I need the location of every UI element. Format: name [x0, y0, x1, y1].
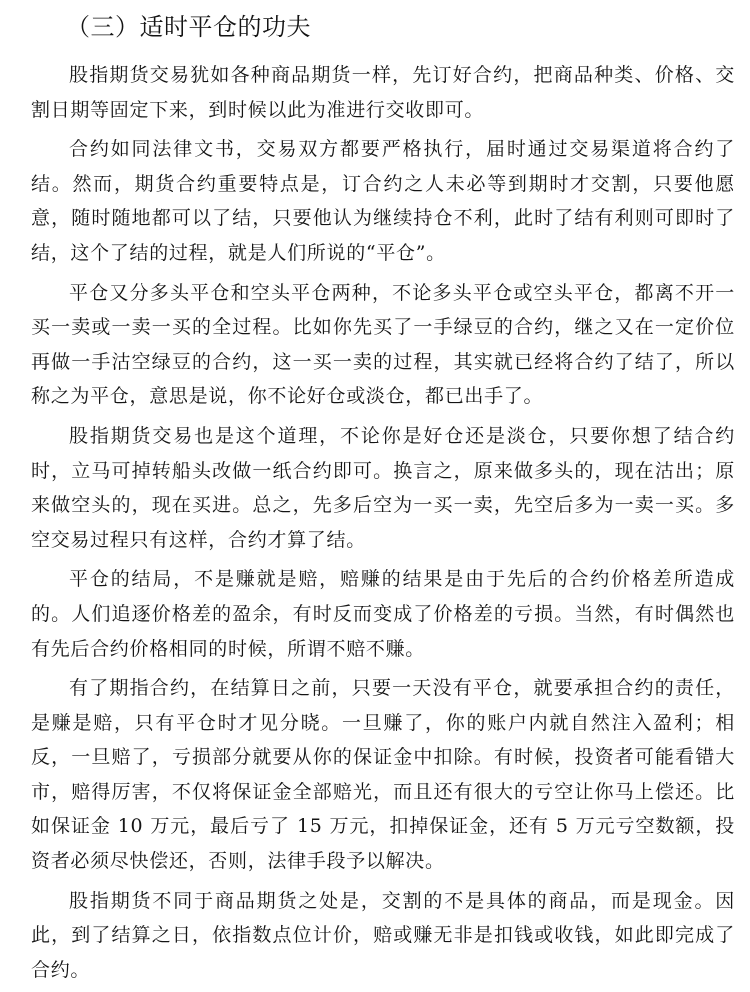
paragraph-7: 股指期货不同于商品期货之处是，交割的不是具体的商品，而是现金。因此，到了结算之日，依指数点位计价，赔或赚无非是扣钱或收钱，如此即完成了合约。 [31, 889, 735, 981]
paragraph-2: 合约如同法律文书，交易双方都要严格执行，届时通过交易渠道将合约了结。然而，期货合约重要特点是，订合约之人未必等到期时才交割，只要他愿意，随时随地都可以了结，只要他认为继续持仓不利，此时了结有利则可即时了结，这个了结的过程，就是人们所说的“平仓”。 [31, 138, 735, 264]
paragraph-5: 平仓的结局，不是赚就是赔，赔赚的结果是由于先后的合约价格差所造成的。人们追逐价格差的盈余，有时反而变成了价格差的亏损。当然，有时偶然也有先后合约价格相同的时候，所谓不赔不赚。 [31, 568, 735, 660]
section-heading: （三）适时平仓的功夫 [66, 13, 311, 41]
body-text [31, 58, 735, 992]
paragraph-1: 股指期货交易犹如各种商品期货一样，先订好合约，把商品种类、价格、交割日期等固定下来，到时候以此为准进行交收即可。 [31, 64, 735, 121]
paragraph-4: 股指期货交易也是这个道理，不论你是好仓还是淡仓，只要你想了结合约时，立马可掉转船头改做一纸合约即可。换言之，原来做多头的，现在沽出；原来做空头的，现在买进。总之，先多后空为一买一卖，先空后多为一卖一买。多空交易过程只有这样，合约才算了结。 [31, 424, 735, 551]
paragraph-3: 平仓又分多头平仓和空头平仓两种，不论多头平仓或空头平仓，都离不开一买一卖或一卖一买的全过程。比如你先买了一手绿豆的合约，继之又在一定价位再做一手沽空绿豆的合约，这一买一卖的过程，其实就已经将合约了结了，所以称之为平仓，意思是说，你不论好仓或淡仓，都已出手了。 [31, 281, 735, 408]
paragraph-6: 有了期指合约，在结算日之前，只要一天没有平仓，就要承担合约的责任，是赚是赔，只有平仓时才见分晓。一旦赚了，你的账户内就自然注入盈利；相反，一旦赔了，亏损部分就要从你的保证金中扣除。有时候，投资者可能看错大市，赔得厉害，不仅将保证金全部赔光，而且还有很大的亏空让你马上偿还。比如保证金 10 万元，最后亏了 15 万元，扣掉保证金，还有 5 万元亏空数额，投资者必须尽快偿还，否则，法律手段予以解决。 [31, 677, 735, 873]
